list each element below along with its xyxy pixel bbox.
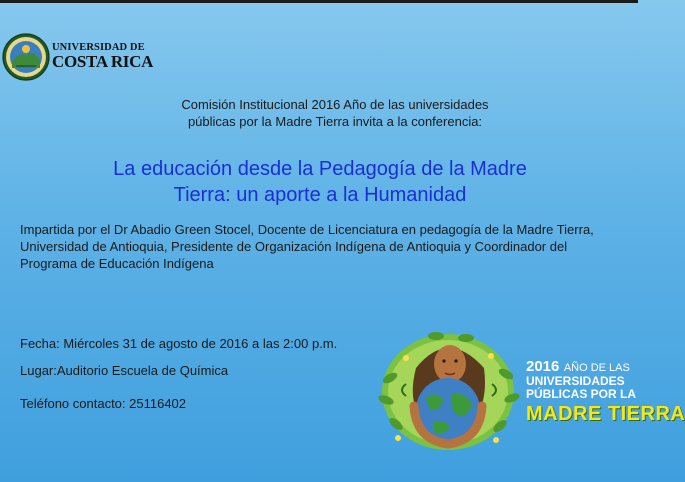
madre-tierra-badge — [526, 358, 685, 427]
madre-tierra-illustration — [376, 328, 526, 456]
badge-line-4: MADRE TIERRA — [526, 403, 685, 425]
intro-line-2: públicas por la Madre Tierra invita a la conferencia: — [187, 114, 483, 129]
ucr-seal-icon — [2, 32, 50, 82]
event-location: Lugar:Auditorio Escuela de Química — [20, 363, 229, 378]
badge-line-1-rest: AÑO DE LAS — [563, 362, 630, 374]
logo-line-2: COSTA RICA — [52, 52, 154, 71]
conference-title — [40, 156, 600, 208]
badge-line-1 — [526, 360, 638, 375]
contact-phone: Teléfono contacto: 25116402 — [20, 396, 187, 411]
speaker-description: Impartida por el Dr Abadio Green Stocel, Docente de Licenciatura en pedagogía de la Madre Tierra, Universidad de Antioquia, Presidente de Organización Indígena de Antioquia y Coordinador del Programa de Educación Indígena — [20, 222, 594, 271]
title-line-2: Tierra: un aporte a la Humanidad — [173, 184, 467, 206]
event-date: Fecha: Miércoles 31 de agosto de 2016 a las 2:00 p.m. — [20, 336, 338, 351]
intro-line-1: Comisión Institucional 2016 Año de las universidades — [181, 97, 489, 112]
badge-line-2: UNIVERSIDADES — [526, 374, 625, 388]
badge-line-3: PÚBLICAS POR LA — [526, 387, 637, 401]
intro-text — [130, 96, 540, 130]
logo-line-1: UNIVERSIDAD DE — [52, 42, 145, 53]
title-line-1: La educación desde la Pedagogía de la Madre — [113, 158, 527, 180]
ucr-logo — [2, 32, 154, 84]
top-border — [0, 0, 638, 3]
badge-year: 2016 — [526, 358, 560, 375]
